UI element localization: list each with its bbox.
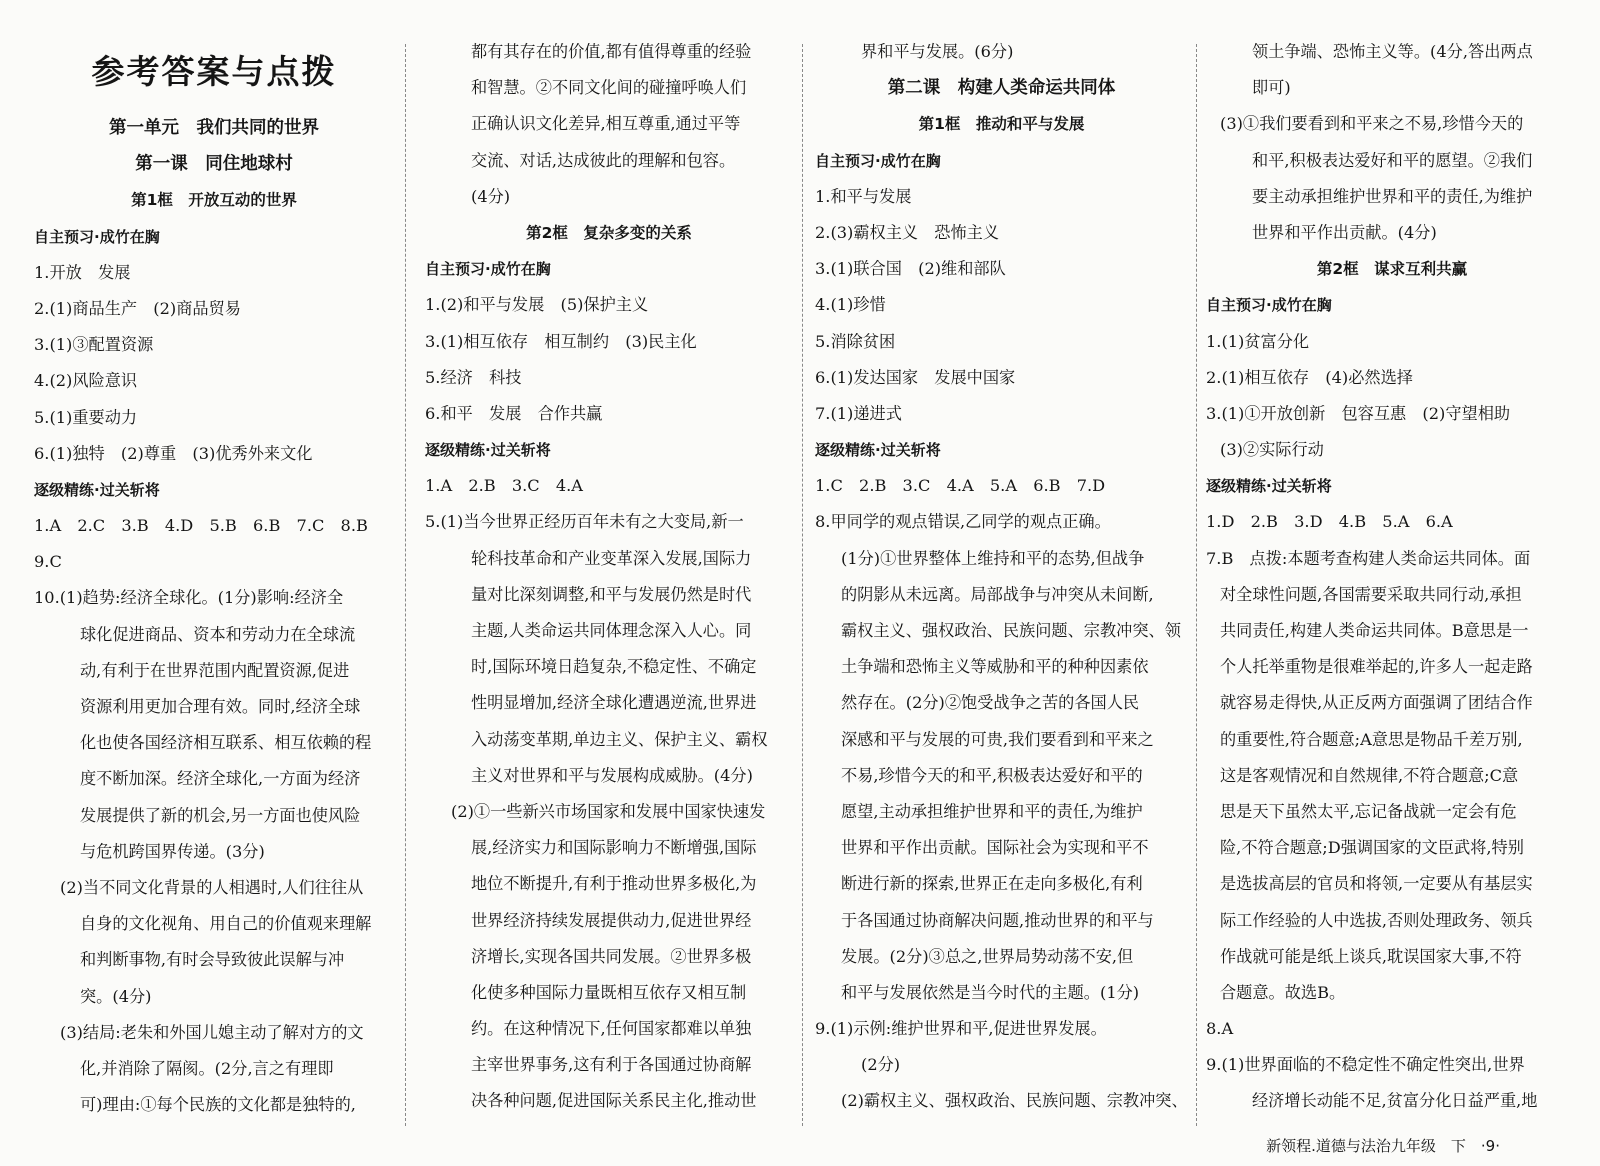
answer-line: 个人托举重物是很难举起的,许多人一起走路 — [1220, 657, 1533, 677]
section-title: 第2框 谋求互利共赢 — [1316, 260, 1468, 279]
answer-line: (2分) — [861, 1055, 901, 1075]
answer-line: 是选拔高层的官员和将领,一定要从有基层实 — [1220, 874, 1533, 894]
answer-line: 自身的文化视角、用自己的价值观来理解 — [80, 914, 372, 934]
subsection-heading: 自主预习·成竹在胸 — [815, 151, 941, 170]
answer-line: 主义对世界和平与发展构成威胁。(4分) — [471, 765, 753, 785]
answer-line: 1.C 2.B 3.C 4.A 5.A 6.B 7.D — [815, 476, 1106, 496]
answer-line: 突。(4分) — [80, 986, 152, 1006]
answer-line: 入动荡变革期,单边主义、保护主义、霸权 — [471, 729, 768, 749]
answer-line: 6.和平 发展 合作共赢 — [425, 403, 603, 423]
answer-line: 6.(1)发达国家 发展中国家 — [815, 367, 1016, 387]
subsection-heading: 逐级精练·过关斩将 — [815, 441, 941, 460]
answer-line: 化也使各国经济相互联系、相互依赖的程 — [80, 733, 372, 753]
answer-line: 世界和平作出贡献。国际社会为实现和平不 — [841, 838, 1149, 858]
answer-line: 8.A — [1206, 1019, 1234, 1039]
answer-line: 际工作经验的人中选拔,否则处理政务、领兵 — [1220, 910, 1533, 930]
answer-line: 5.(1)当今世界正经历百年未有之大变局,新一 — [425, 512, 744, 532]
answer-line: 1.A 2.B 3.C 4.A — [425, 476, 584, 496]
subsection-heading: 自主预习·成竹在胸 — [425, 260, 551, 279]
answer-line: 深感和平与发展的可贵,我们要看到和平来之 — [841, 729, 1154, 749]
answer-line: (2)当不同文化背景的人相遇时,人们往往从 — [60, 877, 364, 897]
answer-line: 愿望,主动承担维护世界和平的责任,为维护 — [841, 801, 1143, 821]
answer-line: 领土争端、恐怖主义等。(4分,答出两点 — [1252, 42, 1533, 61]
answer-line: 世界经济持续发展提供动力,促进世界经 — [471, 910, 752, 930]
answer-line: 10.(1)趋势:经济全球化。(1分)影响:经济全 — [34, 588, 344, 608]
answer-line: 和平,积极表达爱好和平的愿望。②我们 — [1252, 150, 1533, 170]
answer-line: 性明显增加,经济全球化遭遇逆流,世界进 — [471, 693, 757, 713]
answer-line: 正确认识文化差异,相互尊重,通过平等 — [471, 114, 741, 134]
answer-line: 7.(1)递进式 — [815, 403, 902, 423]
answer-line: 3.(1)相互依存 相互制约 (3)民主化 — [425, 331, 697, 351]
answer-line: (2)①一些新兴市场国家和发展中国家快速发 — [451, 801, 766, 821]
answer-line: 作战就可能是纸上谈兵,耽误国家大事,不符 — [1220, 946, 1522, 966]
answer-line: 5.消除贫困 — [815, 331, 896, 351]
subsection-heading: 逐级精练·过关斩将 — [1206, 477, 1332, 496]
answer-line: 2.(3)霸权主义 恐怖主义 — [815, 222, 1000, 242]
section-title: 第1框 开放互动的世界 — [131, 191, 297, 210]
column-divider — [405, 44, 406, 1126]
answer-line: 1.(2)和平与发展 (5)保护主义 — [425, 295, 649, 315]
answer-line: 3.(1)③配置资源 — [34, 335, 154, 355]
answer-line: 主题,人类命运共同体理念深入人心。同 — [471, 621, 752, 640]
answer-line: 8.甲同学的观点错误,乙同学的观点正确。 — [815, 512, 1111, 532]
subsection-heading: 自主预习·成竹在胸 — [34, 227, 160, 246]
answer-line: 险,不符合题意;D强调国家的文臣武将,特别 — [1220, 838, 1524, 858]
answer-line: 界和平与发展。(6分) — [861, 42, 1014, 61]
subsection-heading: 逐级精练·过关斩将 — [425, 441, 551, 460]
answer-line: 9.(1)世界面临的不稳定性不确定性突出,世界 — [1206, 1055, 1525, 1075]
column-divider — [802, 44, 803, 1126]
answer-line: (1分)①世界整体上维持和平的态势,但战争 — [841, 548, 1145, 568]
answer-line: 1.和平与发展 — [815, 186, 912, 206]
answer-line: 6.(1)独特 (2)尊重 (3)优秀外来文化 — [34, 443, 313, 463]
section-title: 第2框 复杂多变的关系 — [526, 223, 692, 242]
answer-line: 3.(1)联合国 (2)维和部队 — [815, 259, 1006, 279]
answer-line: 1.A 2.C 3.B 4.D 5.B 6.B 7.C 8.B — [34, 516, 368, 536]
main-title: 参考答案与点拨 — [91, 52, 337, 91]
answer-line: 球化促进商品、资本和劳动力在全球流 — [80, 624, 356, 644]
answer-line: 9.C — [34, 552, 62, 572]
answer-line: 1.D 2.B 3.D 4.B 5.A 6.A — [1206, 512, 1453, 532]
answer-line: 要主动承担维护世界和平的责任,为维护 — [1252, 186, 1533, 206]
answer-line: 7.B 点拨:本题考查构建人类命运共同体。面 — [1206, 548, 1531, 568]
subsection-heading: 逐级精练·过关斩将 — [34, 480, 160, 499]
answer-line: 不易,珍惜今天的和平,积极表达爱好和平的 — [841, 765, 1143, 785]
answer-line: 化使多种国际力量既相互依存又相互制 — [471, 982, 747, 1002]
column-2 — [425, 34, 793, 1154]
unit-title: 第一单元 我们共同的世界 — [109, 118, 319, 138]
answer-line: 交流、对话,达成彼此的理解和包容。 — [471, 150, 736, 170]
answer-line: 都有其存在的价值,都有值得尊重的经验 — [471, 42, 752, 61]
answer-line: 合题意。故选B。 — [1220, 982, 1346, 1002]
answer-line: 发展。(2分)③总之,世界局势动荡不安,但 — [841, 946, 1134, 966]
answer-line: 思是天下虽然太平,忘记备战就一定会有危 — [1220, 801, 1517, 821]
answer-line: 断进行新的探索,世界正在走向多极化,有利 — [841, 874, 1143, 894]
answer-line: 5.经济 科技 — [425, 367, 522, 387]
answer-line: 然存在。(2分)②饱受战争之苦的各国人民 — [841, 693, 1140, 713]
answer-line: 约。在这种情况下,任何国家都难以单独 — [471, 1019, 752, 1039]
answer-line: 就容易走得快,从正反两方面强调了团结合作 — [1220, 693, 1533, 713]
answer-line: 展,经济实力和国际影响力不断增强,国际 — [471, 838, 757, 858]
answer-line: 和平与发展依然是当今时代的主题。(1分) — [841, 982, 1140, 1002]
answer-line: 土争端和恐怖主义等威胁和平的种种因素依 — [841, 657, 1149, 677]
lesson-title: 第二课 构建人类命运共同体 — [887, 78, 1116, 99]
answer-line: 即可) — [1252, 78, 1291, 98]
page-footer: 新领程.道德与法治九年级 下 ·9· — [1266, 1137, 1500, 1155]
answer-line: 4.(1)珍惜 — [815, 295, 886, 315]
answer-line: (3)②实际行动 — [1220, 440, 1324, 460]
answer-line: 与危机跨国界传递。(3分) — [80, 841, 265, 861]
answer-line: 9.(1)示例:维护世界和平,促进世界发展。 — [815, 1019, 1107, 1039]
answer-line: 世界和平作出贡献。(4分) — [1252, 222, 1437, 242]
answer-line: 可)理由:①每个民族的文化都是独特的, — [80, 1095, 356, 1115]
answer-line: 2.(1)相互依存 (4)必然选择 — [1206, 367, 1413, 387]
answer-line: 的阴影从未远离。局部战争与冲突从未间断, — [841, 584, 1154, 604]
answer-line: 霸权主义、强权政治、民族问题、宗教冲突、领 — [841, 621, 1181, 640]
answer-line: 量对比深刻调整,和平与发展仍然是时代 — [471, 584, 752, 604]
lesson-title: 第一课 同住地球村 — [135, 154, 293, 175]
answer-line: 4.(2)风险意识 — [34, 371, 138, 391]
answer-line: (3)结局:老朱和外国儿媳主动了解对方的文 — [60, 1022, 364, 1042]
section-title: 第1框 推动和平与发展 — [918, 115, 1085, 134]
answer-line: 对全球性问题,各国需要采取共同行动,承担 — [1220, 584, 1522, 604]
answer-line: 化,并消除了隔阂。(2分,言之有理即 — [80, 1058, 334, 1078]
column-4 — [1206, 34, 1578, 1154]
answer-line: 资源利用更加合理有效。同时,经济全球 — [80, 697, 361, 716]
answer-line: 1.开放 发展 — [34, 262, 131, 282]
answer-line: 3.(1)①开放创新 包容互惠 (2)守望相助 — [1206, 403, 1511, 423]
answer-line: 动,有利于在世界范围内配置资源,促进 — [80, 660, 350, 680]
answer-line: 发展提供了新的机会,另一方面也使风险 — [80, 805, 361, 825]
answer-line: 轮科技革命和产业变革深入发展,国际力 — [471, 548, 752, 568]
answer-line: (3)①我们要看到和平来之不易,珍惜今天的 — [1220, 114, 1524, 134]
column-1 — [34, 34, 394, 1154]
answer-line: (2)霸权主义、强权政治、民族问题、宗教冲突、 — [841, 1091, 1188, 1111]
answer-line: 的重要性,符合题意;A意思是物品千差万别, — [1220, 729, 1523, 749]
answer-line: 于各国通过协商解决问题,推动世界的和平与 — [841, 910, 1154, 930]
answer-line: 共同责任,构建人类命运共同体。B意思是一 — [1220, 621, 1529, 640]
answer-line: 5.(1)重要动力 — [34, 407, 138, 427]
answer-line: 经济增长动能不足,贫富分化日益严重,地 — [1252, 1091, 1538, 1111]
answer-line: 时,国际环境日趋复杂,不稳定性、不确定 — [471, 657, 757, 677]
answer-line: (4分) — [471, 186, 511, 206]
answer-line: 2.(1)商品生产 (2)商品贸易 — [34, 298, 241, 318]
answer-line: 决各种问题,促进国际关系民主化,推动世 — [471, 1091, 757, 1111]
answer-line: 和智慧。②不同文化间的碰撞呼唤人们 — [471, 78, 747, 98]
answer-line: 和判断事物,有时会导致彼此误解与冲 — [80, 950, 345, 970]
answer-line: 主宰世界事务,这有利于各国通过协商解 — [471, 1055, 752, 1075]
answer-line: 地位不断提升,有利于推动世界多极化,为 — [471, 874, 757, 894]
answer-line: 这是客观情况和自然规律,不符合题意;C意 — [1220, 765, 1519, 785]
answer-line: 济增长,实现各国共同发展。②世界多极 — [471, 946, 752, 966]
subsection-heading: 自主预习·成竹在胸 — [1206, 296, 1332, 315]
answer-line: 度不断加深。经济全球化,一方面为经济 — [80, 769, 361, 789]
column-3 — [815, 34, 1188, 1154]
column-divider — [1196, 44, 1197, 1126]
answer-line: 1.(1)贫富分化 — [1206, 331, 1310, 351]
